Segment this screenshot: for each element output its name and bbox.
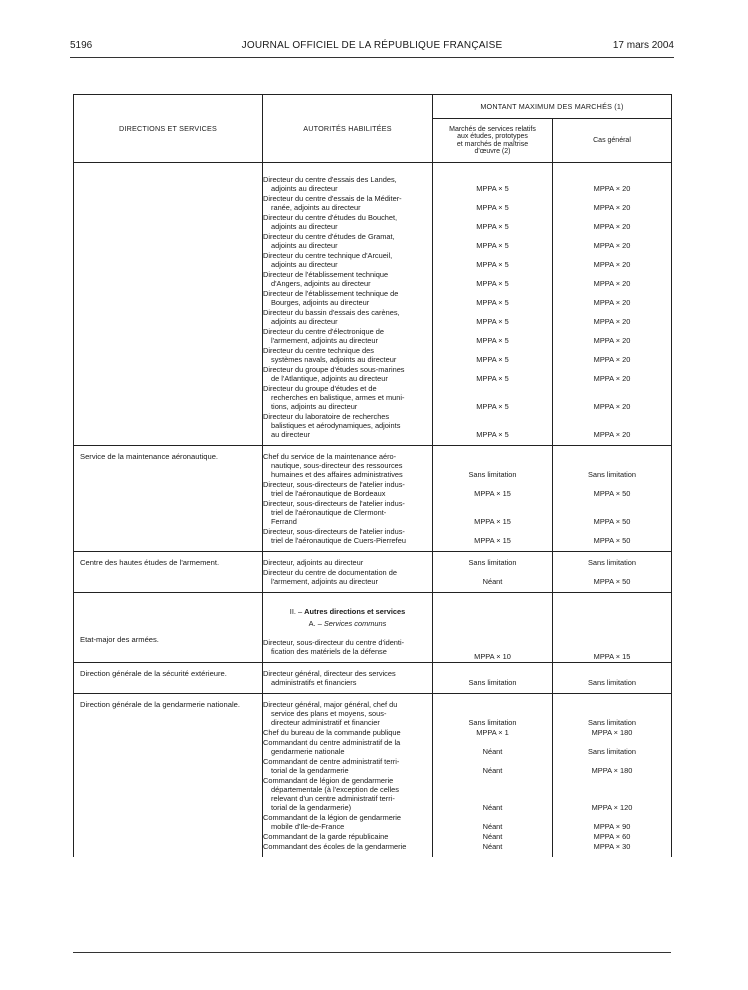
direction-name: Direction générale de la gendarmerie nationale. <box>80 700 240 709</box>
authority-line: d'Angers, adjoints au directeur <box>271 279 371 288</box>
amount-etudes: MPPA × 15 <box>474 489 511 498</box>
authority-entry <box>263 498 432 526</box>
authority-entry <box>263 727 432 737</box>
authority-line: gendarmerie nationale <box>271 747 345 756</box>
authority-line: triel de l'aéronautique de Bordeaux <box>271 489 386 498</box>
authority-line: départementale (à l'exception de celles <box>271 785 399 794</box>
amount-etudes: Sans limitation <box>468 678 517 687</box>
authority-entry <box>263 452 432 479</box>
authority-line: Directeur de l'établissement technique <box>263 270 389 279</box>
amount-etudes: MPPA × 5 <box>476 279 509 288</box>
section-title: II. – Autres directions et services <box>289 607 406 616</box>
authority-line: Directeur du bassin d'essais des carènes, <box>263 308 400 317</box>
markets-table <box>73 94 672 857</box>
authority-line: l'armement, adjoints au directeur <box>271 577 378 586</box>
amount-general: MPPA × 20 <box>593 298 631 307</box>
authority-line: Directeur du groupe d'études et de <box>263 384 377 393</box>
authority-line: directeur administratif et financier <box>271 718 380 727</box>
amount-general: MPPA × 120 <box>591 803 633 812</box>
direction-name: Service de la maintenance aéronautique. <box>80 452 219 461</box>
amount-etudes: MPPA × 5 <box>476 260 509 269</box>
authority-line: Directeur du centre technique d'Arcueil, <box>263 251 393 260</box>
amount-general: Sans limitation <box>587 558 637 567</box>
amount-etudes: Néant <box>482 832 503 841</box>
amount-etudes: Néant <box>482 747 503 756</box>
authority-line: mobile d'Ile-de-France <box>271 822 345 831</box>
amount-general: MPPA × 20 <box>593 430 631 439</box>
authority-line: Ferrand <box>271 517 297 526</box>
header-etudes: Marchés de services relatifs aux études, prototypes et marchés de maîtrise d'œuvre (2) <box>433 119 553 163</box>
authority-line: Directeur du centre de documentation de <box>263 568 397 577</box>
authority-entry <box>263 700 432 727</box>
table-row <box>74 552 672 593</box>
authority-line: Chef du bureau de la commande publique <box>263 728 401 737</box>
authority-entry <box>263 567 432 586</box>
table-row <box>74 163 672 446</box>
amount-etudes: MPPA × 5 <box>476 298 509 307</box>
amount-general: MPPA × 20 <box>593 317 631 326</box>
amount-general: Sans limitation <box>587 718 637 727</box>
amount-general: MPPA × 20 <box>593 241 631 250</box>
authority-line: Bourges, adjoints au directeur <box>271 298 370 307</box>
authority-line: Directeur du centre technique des <box>263 346 374 355</box>
amount-general: MPPA × 50 <box>593 577 631 586</box>
authority-line: triel de l'aéronautique de Clermont- <box>271 508 387 517</box>
amount-general: MPPA × 15 <box>593 652 631 661</box>
amount-etudes: MPPA × 1 <box>476 728 509 737</box>
authority-line: au directeur <box>271 430 311 439</box>
authority-entry <box>263 345 432 364</box>
authority-entry <box>263 812 432 831</box>
authority-line: Directeur du laboratoire de recherches <box>263 412 390 421</box>
authority-entry <box>263 737 432 756</box>
amount-etudes: MPPA × 5 <box>476 317 509 326</box>
authority-entry <box>263 288 432 307</box>
authority-line: torial de la gendarmerie) <box>271 803 352 812</box>
amount-general: MPPA × 20 <box>593 222 631 231</box>
journal-title: JOURNAL OFFICIEL DE LA RÉPUBLIQUE FRANÇAISE <box>241 40 503 51</box>
authority-line: Directeur, sous-directeur du centre d'identi- <box>263 638 405 647</box>
authority-entry <box>263 841 432 851</box>
authority-entry <box>263 831 432 841</box>
authority-line: service des plans et moyens, sous- <box>271 709 387 718</box>
amount-etudes: Néant <box>482 822 503 831</box>
authority-entry <box>263 526 432 545</box>
authority-entry <box>263 558 432 567</box>
amount-general: MPPA × 20 <box>593 374 631 383</box>
amount-etudes: Néant <box>482 577 503 586</box>
amount-general: MPPA × 50 <box>593 517 631 526</box>
authority-line: adjoints au directeur <box>271 184 338 193</box>
table-row <box>74 663 672 694</box>
amount-etudes: MPPA × 5 <box>476 241 509 250</box>
amount-etudes: MPPA × 10 <box>474 652 511 661</box>
authority-line: l'armement, adjoints au directeur <box>271 336 378 345</box>
direction-name: Centre des hautes études de l'armement. <box>80 558 220 567</box>
amount-general: MPPA × 180 <box>591 766 633 775</box>
authority-line: torial de la gendarmerie <box>271 766 349 775</box>
amount-general: MPPA × 50 <box>593 489 631 498</box>
authority-line: Commandant de la garde républicaine <box>263 832 389 841</box>
header-directions: DIRECTIONS ET SERVICES <box>74 95 263 163</box>
authority-line: Directeur, adjoints au directeur <box>263 558 364 567</box>
authority-entry <box>263 193 432 212</box>
amount-general: Sans limitation <box>587 678 637 687</box>
authority-line: adjoints au directeur <box>271 260 338 269</box>
amount-general: MPPA × 90 <box>593 822 631 831</box>
authority-entry <box>263 269 432 288</box>
amount-general: MPPA × 20 <box>593 336 631 345</box>
authority-line: Directeur, sous-directeurs de l'atelier indus- <box>263 499 405 508</box>
direction-name: Etat-major des armées. <box>80 635 159 644</box>
authority-entry <box>263 628 432 656</box>
authority-line: Commandant des écoles de la gendarmerie <box>263 842 407 851</box>
authority-entry <box>263 364 432 383</box>
authority-entry <box>263 175 432 193</box>
authority-entry <box>263 250 432 269</box>
authority-line: Commandant de légion de gendarmerie <box>263 776 394 785</box>
amount-etudes: MPPA × 5 <box>476 430 509 439</box>
authority-line: Directeur du centre d'études de Gramat, <box>263 232 395 241</box>
authority-line: de l'Atlantique, adjoints au directeur <box>271 374 388 383</box>
authority-entry <box>263 231 432 250</box>
amount-etudes: MPPA × 5 <box>476 355 509 364</box>
amount-etudes: MPPA × 5 <box>476 184 509 193</box>
amount-general: MPPA × 60 <box>593 832 631 841</box>
amount-general: Sans limitation <box>587 470 637 479</box>
amount-general: MPPA × 20 <box>593 203 631 212</box>
authority-entry <box>263 212 432 231</box>
amount-etudes: Sans limitation <box>468 718 517 727</box>
amount-etudes: MPPA × 5 <box>476 402 509 411</box>
amount-etudes: MPPA × 15 <box>474 536 511 545</box>
amount-etudes: Néant <box>482 803 503 812</box>
direction-name: Direction générale de la sécurité extérieure. <box>80 669 227 678</box>
authority-line: fication des matériels de la défense <box>271 647 387 656</box>
authority-line: Directeur du centre d'études du Bouchet, <box>263 213 398 222</box>
authority-entry <box>263 775 432 812</box>
authority-line: ranée, adjoints au directeur <box>271 203 361 212</box>
authority-line: Directeur de l'établissement technique de <box>263 289 399 298</box>
header-cas-general: Cas général <box>553 119 672 163</box>
amount-etudes: MPPA × 5 <box>476 336 509 345</box>
authority-line: adjoints au directeur <box>271 222 338 231</box>
amount-general: MPPA × 20 <box>593 402 631 411</box>
issue-date: 17 mars 2004 <box>612 40 674 51</box>
authority-line: Chef du service de la maintenance aéro- <box>263 452 397 461</box>
authority-line: Directeur, sous-directeurs de l'atelier indus- <box>263 527 405 536</box>
authority-line: Directeur général, directeur des services <box>263 669 396 678</box>
header-autorites: AUTORITÉS HABILITÉES <box>263 95 433 163</box>
authority-line: Commandant du centre administratif de la <box>263 738 401 747</box>
amount-general: MPPA × 20 <box>593 184 631 193</box>
amount-general: MPPA × 20 <box>593 279 631 288</box>
authority-line: humaines et des affaires administratives <box>271 470 403 479</box>
authority-line: recherches en balistique, armes et muni- <box>271 393 405 402</box>
amount-etudes: Néant <box>482 766 503 775</box>
header-rule <box>70 57 674 58</box>
authority-line: Directeur du centre d'essais de la Méditer- <box>263 194 402 203</box>
authority-entry <box>263 669 432 687</box>
amount-general: MPPA × 20 <box>593 355 631 364</box>
amount-etudes: MPPA × 5 <box>476 374 509 383</box>
direction-name <box>74 163 262 171</box>
amount-general: MPPA × 180 <box>591 728 633 737</box>
amount-general: MPPA × 30 <box>593 842 631 851</box>
amount-etudes: MPPA × 5 <box>476 222 509 231</box>
section-heading-row <box>74 593 672 663</box>
authority-entry <box>263 479 432 498</box>
amount-general: MPPA × 50 <box>593 536 631 545</box>
subsection-title: A. – Services communs <box>308 619 387 628</box>
authority-entry <box>263 756 432 775</box>
amount-general: MPPA × 20 <box>593 260 631 269</box>
authority-line: Directeur général, major général, chef du <box>263 700 398 709</box>
authority-entry <box>263 411 432 439</box>
authority-line: Commandant de centre administratif terri- <box>263 757 400 766</box>
authority-line: tions, adjoints au directeur <box>271 402 358 411</box>
amount-etudes: Néant <box>482 842 503 851</box>
authority-line: relevant d'un centre administratif terri- <box>271 794 395 803</box>
authority-line: triel de l'aéronautique de Cuers-Pierrefeu <box>271 536 406 545</box>
authority-line: Commandant de la légion de gendarmerie <box>263 813 402 822</box>
authority-line: adjoints au directeur <box>271 241 338 250</box>
amount-general: Sans limitation <box>587 747 637 756</box>
running-header <box>70 40 674 54</box>
authority-line: nautique, sous-directeur des ressources <box>271 461 403 470</box>
table-row <box>74 446 672 552</box>
authority-line: Directeur, sous-directeurs de l'atelier indus- <box>263 480 405 489</box>
authority-entry <box>263 383 432 411</box>
authority-line: systèmes navals, adjoints au directeur <box>271 355 397 364</box>
bottom-rule <box>73 952 671 953</box>
authority-line: Directeur du centre d'essais des Landes, <box>263 175 397 184</box>
authority-line: administratifs et financiers <box>271 678 357 687</box>
authority-line: balistiques et aérodynamiques, adjoints <box>271 421 401 430</box>
amount-etudes: MPPA × 15 <box>474 517 511 526</box>
authority-line: Directeur du groupe d'études sous-marines <box>263 365 405 374</box>
header-montant: MONTANT MAXIMUM DES MARCHÉS (1) <box>433 95 672 119</box>
amount-etudes: Sans limitation <box>468 558 517 567</box>
authority-entry <box>263 326 432 345</box>
table-row <box>74 694 672 858</box>
page-number: 5196 <box>70 40 93 51</box>
authority-line: Directeur du centre d'électronique de <box>263 327 384 336</box>
amount-etudes: MPPA × 5 <box>476 203 509 212</box>
authority-line: adjoints au directeur <box>271 317 338 326</box>
amount-etudes: Sans limitation <box>468 470 517 479</box>
authority-entry <box>263 307 432 326</box>
